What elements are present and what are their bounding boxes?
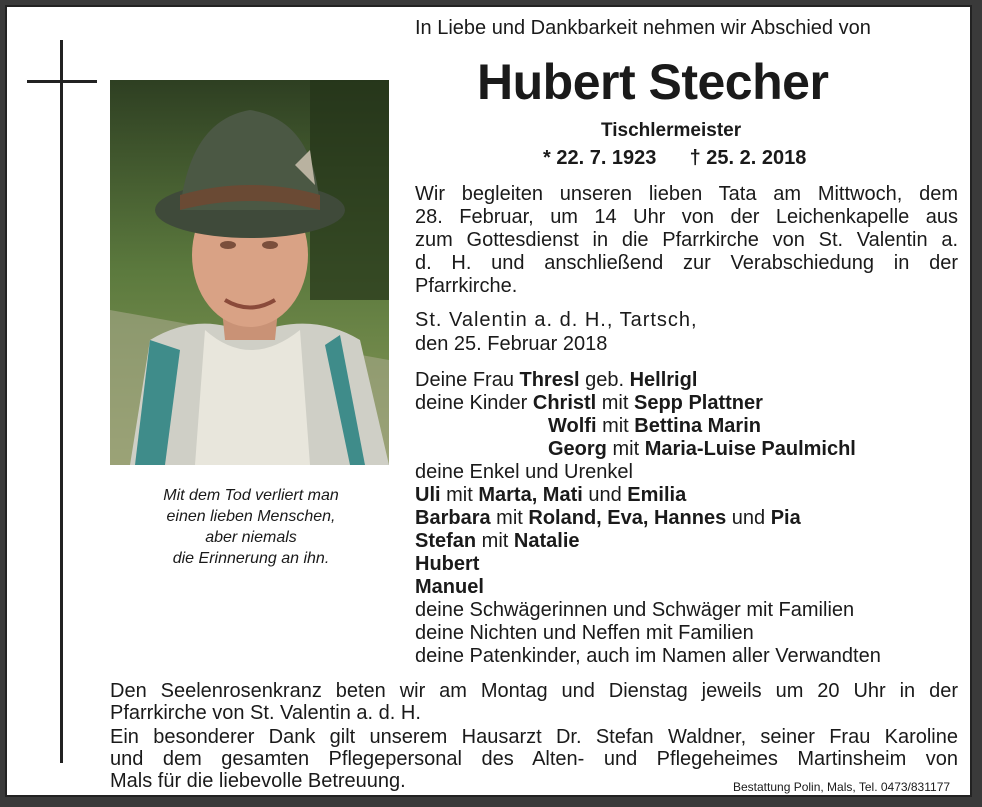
mourner-name: Roland, Eva, Hannes — [528, 507, 727, 529]
mourner-text: mit — [606, 438, 645, 460]
mourner-line — [415, 415, 881, 438]
rosary-line: Den Seelenrosenkranz beten wir am Montag und Dienstag jeweils um 20 Uhr in der — [110, 680, 958, 702]
mourner-text: mit — [596, 415, 635, 437]
mourner-name: Natalie — [513, 530, 580, 552]
mourner-text: deine Kinder — [415, 392, 533, 414]
mourner-line — [415, 599, 881, 622]
mourner-name: Hellrigl — [629, 369, 698, 391]
birth-date: * 22. 7. 1923 — [543, 147, 657, 169]
mourner-name: Christl — [532, 392, 597, 414]
mourner-text: Deine Frau — [415, 369, 520, 391]
quote-line: Mit dem Tod verliert man — [163, 487, 339, 504]
mourner-text: und — [582, 484, 628, 506]
quote-line: aber niemals — [205, 529, 297, 546]
cross-icon-horizontal — [27, 80, 97, 83]
mourner-line — [415, 622, 881, 645]
thanks-line: und dem gesamten Pflegepersonal des Alten- und Pflegeheimes Martinsheim von — [110, 748, 958, 770]
place: St. Valentin a. d. H., Tartsch, — [415, 309, 698, 331]
mourner-name: Georg — [548, 438, 607, 460]
mourner-line — [415, 507, 881, 530]
mourner-name: Manuel — [415, 576, 484, 598]
life-dates — [543, 147, 806, 170]
deceased-name: Hubert Stecher — [477, 54, 829, 110]
quote-line: einen lieben Menschen, — [166, 508, 336, 525]
mourner-name: Maria-Luise Paulmichl — [644, 438, 856, 460]
mourner-name: Hubert — [415, 553, 480, 575]
thanks-line: Ein besonderer Dank gilt unserem Hausarzt Dr. Stefan Waldner, seiner Frau Karoline — [110, 726, 958, 748]
mourner-line — [415, 369, 881, 392]
mourner-name: Thresl — [519, 369, 580, 391]
mourners-list — [415, 369, 881, 668]
funeral-line: Wir begleiten unseren lieben Tata am Mittwoch, dem — [415, 183, 958, 205]
thanks-line: Mals für die liebevolle Betreuung. — [110, 770, 406, 792]
place-and-date — [415, 308, 698, 356]
mourner-name: Bettina Marin — [634, 415, 761, 437]
mourner-name: Stefan — [415, 530, 477, 552]
funeral-line: 28. Februar, um 14 Uhr von der Leichenkapelle aus — [415, 206, 958, 228]
death-date: † 25. 2. 2018 — [689, 147, 807, 169]
mourner-name: Wolfi — [548, 415, 597, 437]
mourner-line — [415, 576, 881, 599]
mourner-line — [415, 438, 881, 461]
mourner-line — [415, 645, 881, 668]
mourner-name: Barbara — [415, 507, 491, 529]
quote-line: die Erinnerung an ihn. — [172, 550, 330, 567]
funeral-announcement — [415, 183, 958, 298]
mourner-name: Emilia — [627, 484, 687, 506]
profession: Tischlermeister — [601, 120, 742, 141]
funeral-home-footer: Bestattung Polin, Mals, Tel. 0473/831177 — [733, 780, 951, 794]
obituary-notice — [5, 5, 972, 797]
intro-text: In Liebe und Dankbarkeit nehmen wir Abschied von — [415, 17, 871, 39]
mourner-name: Marta, Mati — [478, 484, 583, 506]
mourner-text: deine Schwägerinnen und Schwäger mit Familien — [415, 599, 855, 621]
date-line: den 25. Februar 2018 — [415, 333, 608, 355]
mourner-text: mit — [596, 392, 634, 414]
mourner-line — [415, 461, 881, 484]
mourner-text: geb. — [579, 369, 630, 391]
mourner-text: deine Patenkinder, auch im Namen aller Verwandten — [415, 645, 881, 667]
mourner-name: Sepp Plattner — [634, 392, 763, 414]
cross-icon-vertical — [60, 40, 63, 763]
rosary-text — [110, 680, 958, 724]
mourner-line — [415, 530, 881, 553]
mourner-text: mit — [490, 507, 529, 529]
mourner-text: und — [726, 507, 771, 529]
portrait-photo — [110, 80, 389, 465]
mourner-name: Pia — [770, 507, 801, 529]
mourner-text: mit — [440, 484, 479, 506]
memorial-quote — [125, 485, 377, 569]
rosary-line: Pfarrkirche von St. Valentin a. d. H. — [110, 702, 421, 724]
funeral-line: d. H. und anschließend zur Verabschiedung in der — [415, 252, 958, 274]
mourner-text: deine Enkel und Urenkel — [415, 461, 633, 483]
mourner-text: deine Nichten und Neffen mit Familien — [415, 622, 754, 644]
mourner-line — [415, 553, 881, 576]
funeral-line: zum Gottesdienst in die Pfarrkirche von St. Valentin a. — [415, 229, 958, 251]
mourner-line — [415, 392, 881, 415]
mourner-line — [415, 484, 881, 507]
funeral-line: Pfarrkirche. — [415, 275, 518, 297]
mourner-text: mit — [476, 530, 514, 552]
mourner-name: Uli — [415, 484, 441, 506]
